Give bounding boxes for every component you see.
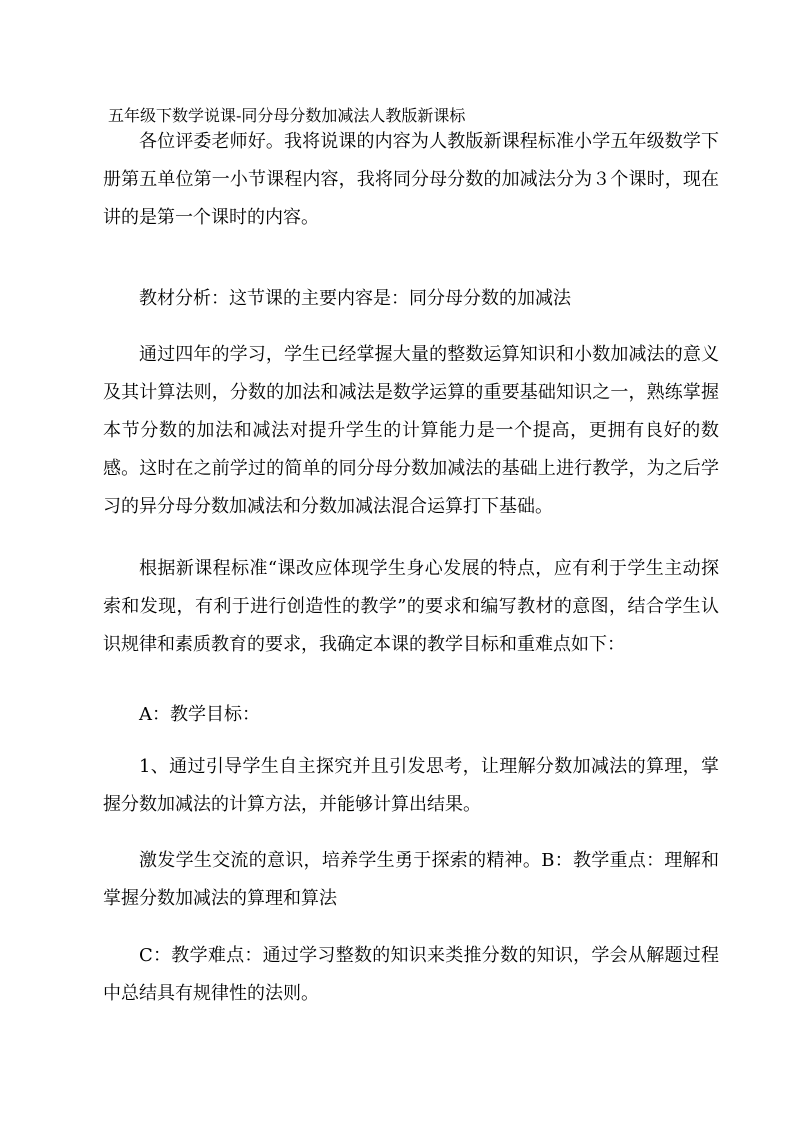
paragraph-greeting: 各位评委老师好。我将说课的内容为人教版新课程标准小学五年级数学下册第五单位第一小节课程内容，我将同分母分数的加减法分为３个课时，现在讲的是第一个课时的内容。 bbox=[103, 131, 719, 228]
paragraph-goal-1: 1、通过引导学生自主探究并且引发思考，让理解分数加减法的算理，掌握分数加减法的计算方法，并能够计算出结果。 bbox=[103, 756, 719, 815]
paragraph-curriculum-standard: 根据新课程标准“课改应体现学生身心发展的特点，应有利于学生主动探索和发现，有利于进行创造性的教学”的要求和编写教材的意图，结合学生认识规律和素质教育的要求，我确定本课的教学目标和重难点如下： bbox=[103, 558, 719, 655]
paragraph-background: 通过四年的学习，学生已经掌握大量的整数运算知识和小数加减法的意义及其计算法则，分数的加法和减法是数学运算的重要基础知识之一，熟练掌握本节分数的加法和减法对提升学生的计算能力是一个提高，更拥有良好的数感。这时在之前学过的简单的同分母分数加减法的基础上进行教学，为之后学习的异分母分数加减法和分数加减法混合运算打下基础。 bbox=[103, 344, 719, 517]
document-title: 五年级下数学说课-同分母分数加减法人教版新课标 bbox=[108, 106, 466, 125]
paragraph-difficulties: C：教学难点：通过学习整数的知识来类推分数的知识，学会从解题过程中总结具有规律性的法则。 bbox=[103, 945, 719, 1004]
paragraph-key-points: 激发学生交流的意识，培养学生勇于探索的精神。B：教学重点：理解和掌握分数加减法的算理和算法 bbox=[103, 850, 719, 909]
paragraph-material-analysis: 教材分析：这节课的主要内容是：同分母分数的加减法 bbox=[139, 288, 571, 309]
paragraph-teaching-goals-heading: A：教学目标： bbox=[139, 704, 260, 725]
